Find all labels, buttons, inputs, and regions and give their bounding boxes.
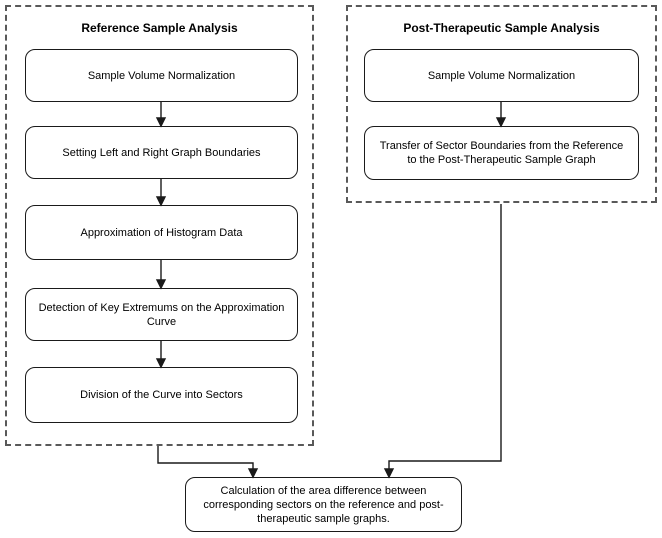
step-box-sample-volume-normalization-post: Sample Volume Normalization xyxy=(364,49,639,102)
panel-title-post-therapeutic: Post-Therapeutic Sample Analysis xyxy=(403,21,600,35)
panel-title-reference: Reference Sample Analysis xyxy=(81,21,238,35)
step-box-setting-graph-boundaries: Setting Left and Right Graph Boundaries xyxy=(25,126,298,179)
connector-post-to-final xyxy=(385,204,501,477)
step-box-sample-volume-normalization-reference: Sample Volume Normalization xyxy=(25,49,298,102)
step-box-approximation-histogram-data: Approximation of Histogram Data xyxy=(25,205,298,260)
step-box-area-difference-calculation: Calculation of the area difference between corresponding sectors on the reference and post-therapeutic sample graphs. xyxy=(185,477,462,532)
step-box-division-curve-sectors: Division of the Curve into Sectors xyxy=(25,367,298,423)
step-box-transfer-sector-boundaries: Transfer of Sector Boundaries from the Reference to the Post-Therapeutic Sample Graph xyxy=(364,126,639,180)
step-box-detection-key-extremums: Detection of Key Extremums on the Approximation Curve xyxy=(25,288,298,341)
connector-reference-to-final xyxy=(158,446,257,477)
